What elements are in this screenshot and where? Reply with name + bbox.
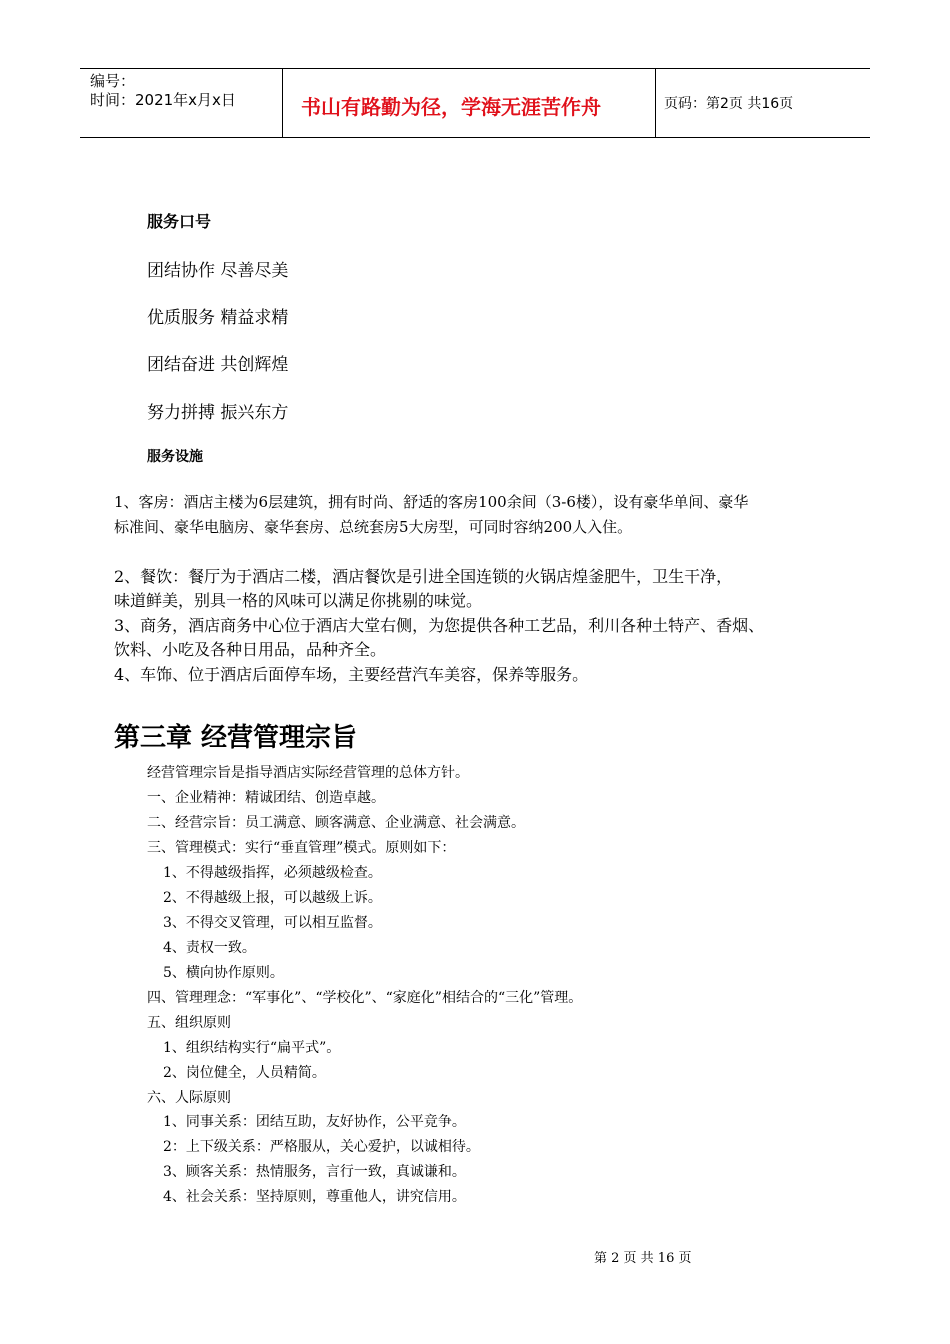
list-item: 1、组织结构实行“扁平式”。: [163, 1040, 341, 1056]
management-mode: 三、管理模式：实行“垂直管理”模式。原则如下：: [147, 840, 456, 856]
slogan-item: 团结协作 尽善尽美: [147, 261, 289, 281]
chapter-intro: 经营管理宗旨是指导酒店实际经营管理的总体方针。: [147, 765, 469, 781]
org-principle: 五、组织原则: [147, 1015, 231, 1031]
slogan-item: 努力拼搏 振兴东方: [147, 403, 289, 423]
slogan-item: 优质服务 精益求精: [147, 308, 289, 328]
facilities-title: 服务设施: [147, 449, 203, 465]
facility-rooms-line1: 1、客房：酒店主楼为6层建筑，拥有时尚、舒适的客房100余间（3-6楼），设有豪华单间、豪华: [114, 493, 749, 511]
interpersonal-principle: 六、人际原则: [147, 1090, 231, 1106]
header-left-cell: [80, 69, 282, 137]
enterprise-spirit: 一、企业精神：精诚团结、创造卓越。: [147, 790, 385, 806]
list-item: 3、顾客关系：热情服务，言行一致，真诚谦和。: [163, 1164, 466, 1180]
facility-business-line1: 3、商务，酒店商务中心位于酒店大堂右侧，为您提供各种工艺品，利川各种土特产、香烟、: [114, 616, 765, 635]
slogan-title: 服务口号: [147, 212, 212, 231]
chapter-title: 第三章 经营管理宗旨: [114, 723, 358, 753]
page-header: [80, 68, 870, 138]
number-label: 编号：: [90, 72, 136, 90]
time-label: 时间：2021年x月x日: [90, 91, 236, 109]
facility-dining-line2: 味道鲜美，别具一格的风味可以满足你挑剔的味觉。: [114, 591, 483, 610]
facility-rooms-line2: 标准间、豪华电脑房、豪华套房、总统套房5大房型，可同时容纳200人入住。: [114, 518, 633, 536]
facility-business-line2: 饮料、小吃及各种日用品，品种齐全。: [114, 640, 387, 659]
list-item: 2、岗位健全，人员精简。: [163, 1065, 326, 1081]
list-item: 1、同事关系：团结互助，友好协作，公平竞争。: [163, 1114, 466, 1130]
list-item: 4、责权一致。: [163, 940, 256, 956]
header-motto-cell: [282, 69, 656, 137]
list-item: 1、不得越级指挥，必须越级检查。: [163, 865, 382, 881]
slogan-item: 团结奋进 共创辉煌: [147, 355, 289, 375]
facility-car-line: 4、车饰、位于酒店后面停车场，主要经营汽车美容，保养等服务。: [114, 665, 589, 684]
list-item: 2：上下级关系：严格服从，关心爱护，以诚相待。: [163, 1139, 480, 1155]
header-motto: 书山有路勤为径，学海无涯苦作舟: [301, 95, 601, 119]
list-item: 4、社会关系：坚持原则，尊重他人，讲究信用。: [163, 1189, 466, 1205]
business-purpose: 二、经营宗旨：员工满意、顾客满意、企业满意、社会满意。: [147, 815, 525, 831]
header-page-info: 页码：第2页 共16页: [664, 96, 794, 112]
list-item: 3、不得交叉管理，可以相互监督。: [163, 915, 382, 931]
facility-dining-line1: 2、餐饮：餐厅为于酒店二楼，酒店餐饮是引进全国连锁的火锅店煌釜肥牛，卫生干净，: [114, 567, 733, 586]
page-footer: 第 2 页 共 16 页: [594, 1251, 692, 1266]
list-item: 2、不得越级上报，可以越级上诉。: [163, 890, 382, 906]
management-concept: 四、管理理念：“军事化”、“学校化”、“家庭化”相结合的“三化”管理。: [147, 990, 583, 1006]
list-item: 5、横向协作原则。: [163, 965, 284, 981]
